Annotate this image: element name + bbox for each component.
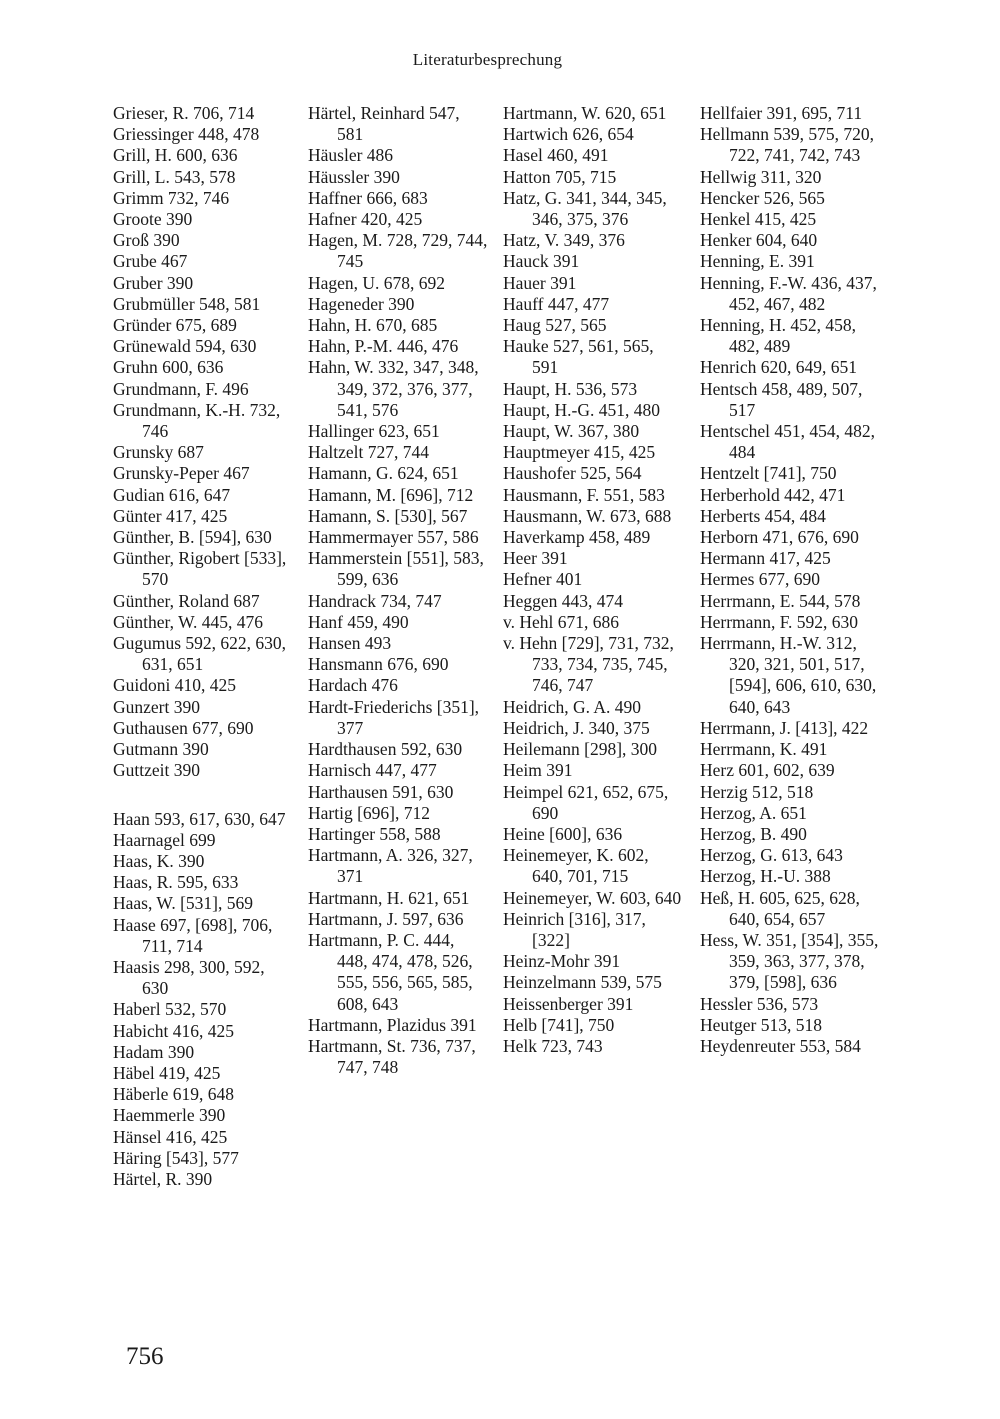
index-entry: Grill, L. 543, 578 [113, 166, 236, 187]
index-entry: Grundmann, F. 496 [113, 378, 249, 399]
index-entry: Heß, H. 605, 625, 628, 640, 654, 657 [700, 887, 860, 929]
index-entry: Hartmann, W. 620, 651 [503, 103, 667, 123]
index-entry: Haug 527, 565 [503, 315, 607, 336]
index-entry: Hartmann, P. C. 444, 448, 474, 478, 526, 555, 556, 565, 585, 608, 643 [308, 929, 473, 1014]
index-entry: Hauff 447, 477 [503, 293, 610, 314]
index-entry: Günter 417, 425 [113, 505, 228, 526]
index-entry: Herberhold 442, 471 [700, 484, 846, 505]
index-entry: Helk 723, 743 [503, 1035, 603, 1056]
index-entry: Haan 593, 617, 630, 647 [113, 808, 286, 829]
index-entry: Herzog, B. 490 [700, 823, 807, 844]
index-entry: Heilemann [298], 300 [503, 739, 658, 760]
index-column-2 [308, 103, 488, 1078]
index-entry: Häberle 619, 648 [113, 1084, 235, 1105]
index-entry: Heim 391 [503, 760, 573, 781]
index-entry: Henkel 415, 425 [700, 209, 817, 230]
index-entry: Haverkamp 458, 489 [503, 527, 651, 548]
index-entry: Hammermayer 557, 586 [308, 527, 479, 548]
index-entry: Grube 467 [113, 251, 188, 272]
index-entry: Gutmann 390 [113, 739, 209, 760]
index-entry: Haberl 532, 570 [113, 999, 227, 1020]
index-entry: Günther, B. [594], 630 [113, 527, 272, 548]
index-entry: Herzog, G. 613, 643 [700, 845, 843, 866]
index-entry: Hencker 526, 565 [700, 187, 825, 208]
index-entry: Hardthausen 592, 630 [308, 739, 463, 760]
index-entry: Gudian 616, 647 [113, 484, 231, 505]
index-entry: Heidrich, G. A. 490 [503, 696, 642, 717]
index-entry: Hauke 527, 561, 565, 591 [503, 336, 654, 378]
index-entry: Heinzelmann 539, 575 [503, 972, 662, 993]
index-entry: Hansmann 676, 690 [308, 654, 449, 675]
index-entry: Hamann, G. 624, 651 [308, 463, 459, 484]
index-entry: Grunsky 687 [113, 442, 204, 463]
index-entry: Herberts 454, 484 [700, 505, 826, 526]
index-entry: Heissenberger 391 [503, 993, 634, 1014]
index-entry: Hänsel 416, 425 [113, 1126, 228, 1147]
index-entry: Hagen, U. 678, 692 [308, 272, 446, 293]
index-entry: Gruhn 600, 636 [113, 357, 224, 378]
index-entry: Grundmann, K.-H. 732, 746 [113, 399, 281, 442]
index-entry: Hellwig 311, 320 [700, 166, 822, 187]
index-entry: Heinemeyer, K. 602, 640, 701, 715 [503, 845, 649, 887]
index-entry: Häusler 486 [308, 145, 394, 166]
index-entry: v. Hehl 671, 686 [503, 611, 620, 632]
index-entry: Hefner 401 [503, 569, 583, 590]
index-entry: Hartmann, J. 597, 636 [308, 908, 464, 929]
index-entry: Hahn, H. 670, 685 [308, 315, 438, 336]
index-entry: Hatz, V. 349, 376 [503, 230, 625, 251]
index-entry: Henning, H. 452, 458, 482, 489 [700, 315, 857, 357]
index-entry: Gründer 675, 689 [113, 315, 237, 336]
index-entry: Härtel, Reinhard 547, 581 [308, 103, 460, 145]
index-entry: Heinz-Mohr 391 [503, 951, 621, 972]
index-entry: Haupt, H. 536, 573 [503, 378, 638, 399]
index-entry: Henning, E. 391 [700, 251, 815, 272]
index-entry: Hermes 677, 690 [700, 569, 821, 590]
index-entry: Hadam 390 [113, 1041, 195, 1062]
index-entry: Heinemeyer, W. 603, 640 [503, 887, 682, 908]
index-entry: Guthausen 677, 690 [113, 717, 254, 738]
index-entry: Hamann, M. [696], 712 [308, 484, 474, 505]
index-entry: Häbel 419, 425 [113, 1062, 221, 1083]
index-entry: Haupt, H.-G. 451, 480 [503, 399, 660, 420]
index-entry: Harnisch 447, 477 [308, 760, 437, 781]
index-entry: Häussler 390 [308, 166, 400, 187]
page-number: 756 [126, 1343, 164, 1370]
index-entry: Hansen 493 [308, 633, 392, 654]
index-entry: Guidoni 410, 425 [113, 675, 236, 696]
running-head: Literaturbesprechung [412, 50, 563, 69]
index-entry: Hentzelt [741], 750 [700, 463, 837, 484]
index-entry: Guttzeit 390 [113, 760, 200, 781]
index-entry: Hasel 460, 491 [503, 145, 609, 166]
index-entry: Herborn 471, 676, 690 [700, 527, 859, 548]
index-entry: Hanf 459, 490 [308, 611, 409, 632]
index-entry: Hatton 705, 715 [503, 166, 617, 187]
index-entry: Grubmüller 548, 581 [113, 293, 261, 314]
index-entry: Heer 391 [503, 548, 568, 569]
index-entry: Heinrich [316], 317, [322] [503, 908, 646, 950]
index-entry: Günther, W. 445, 476 [113, 611, 263, 632]
index-entry: Heydenreuter 553, 584 [700, 1035, 861, 1056]
index-entry: Haas, R. 595, 633 [113, 872, 239, 893]
index-entry: Grieser, R. 706, 714 [113, 103, 255, 123]
index-entry: Herrmann, H.-W. 312, 320, 321, 501, 517, [594], 606, 610, 630, 640, 643 [700, 633, 877, 717]
index-entry: Haushofer 525, 564 [503, 463, 642, 484]
index-entry: Henker 604, 640 [700, 230, 818, 251]
index-entry: Habicht 416, 425 [113, 1020, 235, 1041]
index-entry: Hellmann 539, 575, 720, 722, 741, 742, 743 [700, 124, 875, 166]
index-entry: Haase 697, [698], 706, 711, 714 [113, 914, 273, 956]
index-entry: Hartmann, H. 621, 651 [308, 887, 470, 908]
index-entry: Hess, W. 351, [354], 355, 359, 363, 377, 378, 379, [598], 636 [700, 929, 879, 993]
index-entry: Hessler 536, 573 [700, 993, 819, 1014]
index-entry: Heine [600], 636 [503, 823, 623, 844]
index-entry: Hausmann, F. 551, 583 [503, 484, 665, 505]
index-entry: Herrmann, F. 592, 630 [700, 611, 859, 632]
index-entry: Heimpel 621, 652, 675, 690 [503, 781, 669, 823]
index-entry: Henning, F.-W. 436, 437, 452, 467, 482 [700, 272, 877, 314]
index-entry: Härtel, R. 390 [113, 1168, 213, 1189]
index-entry: Hammerstein [551], 583, 599, 636 [308, 548, 484, 590]
index-entry: Haasis 298, 300, 592, 630 [113, 956, 265, 999]
index-entry: Haupt, W. 367, 380 [503, 421, 640, 442]
index-entry: Hausmann, W. 673, 688 [503, 505, 672, 526]
index-entry: Herzog, A. 651 [700, 802, 807, 823]
index-entry: Henrich 620, 649, 651 [700, 357, 857, 378]
index-entry: Haffner 666, 683 [308, 187, 428, 208]
index-entry: Hartinger 558, 588 [308, 823, 441, 844]
index-entry: Herrmann, K. 491 [700, 739, 828, 760]
index-entry: Gunzert 390 [113, 696, 200, 717]
index-entry: Harthausen 591, 630 [308, 781, 454, 802]
index-entry: Hahn, P.-M. 446, 476 [308, 336, 459, 357]
index-entry: Hauer 391 [503, 272, 577, 293]
index-entry: Hentschel 451, 454, 482, 484 [700, 421, 875, 463]
index-entry: Haas, W. [531], 569 [113, 893, 253, 914]
index-entry: Gruber 390 [113, 272, 194, 293]
index-entry: Hermann 417, 425 [700, 548, 831, 569]
index-entry: Herrmann, J. [413], 422 [700, 717, 869, 738]
index-entry: Herzig 512, 518 [700, 781, 814, 802]
index-entry: Hahn, W. 332, 347, 348, 349, 372, 376, 377, 541, 576 [308, 357, 479, 420]
index-entry: Groß 390 [113, 230, 180, 251]
index-entry: Hartmann, St. 736, 737, 747, 748 [308, 1035, 476, 1078]
index-entry: Häring [543], 577 [113, 1147, 239, 1168]
index-entry: Groote 390 [113, 209, 193, 230]
index-entry: Hatz, G. 341, 344, 345, 346, 375, 376 [503, 187, 667, 230]
index-entry: Herz 601, 602, 639 [700, 760, 835, 781]
index-entry: Grunsky-Peper 467 [113, 463, 250, 484]
index-entry: Hartig [696], 712 [308, 802, 430, 823]
index-entry: Grimm 732, 746 [113, 187, 230, 208]
index-entry: Grill, H. 600, 636 [113, 145, 238, 166]
index-column-4 [700, 103, 880, 1057]
index-entry: Hartwich 626, 654 [503, 124, 634, 145]
index-column-3 [503, 103, 683, 1057]
index-entry: v. Hehn [729], 731, 732, 733, 734, 735, 745, 746, 747 [503, 633, 674, 696]
index-entry: Herrmann, E. 544, 578 [700, 590, 861, 611]
index-entry: Hellfaier 391, 695, 711 [700, 103, 863, 123]
index-entry: Hardt-Friederichs [351], 377 [308, 696, 480, 738]
index-entry: Hentsch 458, 489, 507, 517 [700, 378, 863, 420]
index-entry: Hardach 476 [308, 675, 398, 696]
index-entry: Günther, Roland 687 [113, 590, 260, 611]
index-entry: Hartmann, A. 326, 327, 371 [308, 845, 473, 887]
index-entry: Haltzelt 727, 744 [308, 442, 430, 463]
index-entry: Hartmann, Plazidus 391 [308, 1014, 477, 1035]
index-entry: Handrack 734, 747 [308, 590, 442, 611]
index-entry: Haas, K. 390 [113, 850, 205, 871]
index-entry: Griessinger 448, 478 [113, 124, 260, 145]
index-entry: Hallinger 623, 651 [308, 421, 440, 442]
index-entry: Günther, Rigobert [533], 570 [113, 548, 287, 590]
index-entry: Hafner 420, 425 [308, 209, 423, 230]
index-entry: Haemmerle 390 [113, 1105, 226, 1126]
index-column-1 [113, 103, 293, 1190]
index-entry: Heggen 443, 474 [503, 590, 624, 611]
index-entry: Hagen, M. 728, 729, 744, 745 [308, 230, 488, 272]
index-entry: Gugumus 592, 622, 630, 631, 651 [113, 633, 287, 675]
index-entry: Hamann, S. [530], 567 [308, 505, 468, 526]
index-entry: Herzog, H.-U. 388 [700, 866, 831, 887]
index-entry: Hageneder 390 [308, 293, 415, 314]
index-entry: Grünewald 594, 630 [113, 336, 257, 357]
index-entry: Helb [741], 750 [503, 1014, 615, 1035]
index-entry: Hauck 391 [503, 251, 580, 272]
index-entry: Heutger 513, 518 [700, 1014, 822, 1035]
index-entry: Haarnagel 699 [113, 829, 216, 850]
index-entry: Heidrich, J. 340, 375 [503, 717, 650, 738]
index-entry: Hauptmeyer 415, 425 [503, 442, 656, 463]
